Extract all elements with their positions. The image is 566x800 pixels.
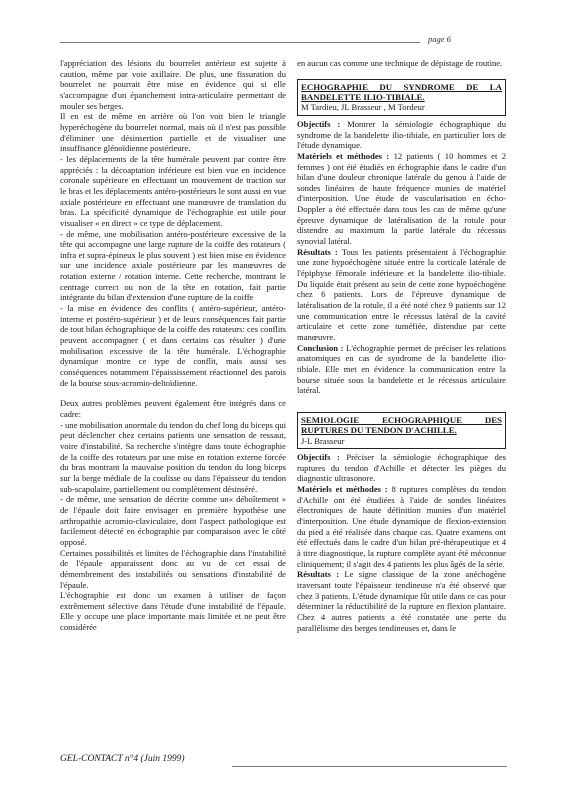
article-title-box: [297, 412, 506, 449]
section-text: 8 ruptures complètes du tendon d'Achille ont été étudiées à l'aide de sondes linéaires électroniques de haute définition munies d'un matériel d'interposition. Une étude dynamique de flexion-extension du pied a été réalisée dans chaque cas. Quatre examens ont été effectués dans le cadre d'un bilan pré-thérapeutique et 4 à titre diagnostique, la rupture complète ayant été méconnue cliniquement; il s'agit des 4 patients les plus âgés de la série.: [297, 484, 506, 569]
section-label: Matériels et méthodes :: [297, 150, 390, 161]
paragraph: en aucun cas comme une technique de dépistage de routine.: [297, 58, 503, 68]
section-text: Préciser la sémiologie échographique des ruptures du tendon d'Achille et détecter les pièges du diagnostic ultrasonore.: [297, 452, 506, 484]
section-text: Montrer la sémiologie échographique du syndrome de la bandelette ilio-tibiale, en particulier lors de l'étude dynamique.: [297, 118, 506, 151]
paragraph: Deux autres problèmes peuvent également être intégrés dans ce cadre:: [60, 398, 286, 419]
section-methods: [297, 151, 506, 247]
section-objectives: [297, 452, 506, 484]
paragraph: - la mise en évidence des conflits ( antéro-supérieur, antéro-interne et postéro-supérieur ) et de leurs conséquences fait partie de tout bilan échographique de la coiffe des rotateurs: ces conflits peuvent accompagner ( et dans certains cas résulter ) d'une mobilisation excessive de la tête humérale. L'échographie dynamique montre ce type de conflit, mais aussi ses conséquences notamment l'épaississement réactionnel des parois de la bourse sous-acromio-deltoïdienne.: [60, 303, 286, 388]
paragraph: l'appréciation des lésions du bourrelet antérieur est sujette à caution, même par voie axillaire. De plus, une fissuration du bourrelet ne pourrait être mise en évidence qui si elle s'accompagne d'un épanchement intra-articulaire permettant de mouler ses berges.: [60, 58, 286, 111]
footer-rule: [232, 766, 507, 767]
section-objectives: [297, 119, 506, 151]
section-label: Résultats :: [297, 246, 338, 257]
section-conclusion: [297, 343, 506, 396]
section-text: 12 patients ( 10 hommes et 2 femmes ) ont été étudiés en échographie dans le cadre d'un bilan d'une douleur chronique latérale du genou à l'aide de sondes linéaires de haute fréquence munies de matériel d'interposition. Une étude de vascularisation en écho-Doppler a été effectuée dans tous les cas de même qu'une épreuve dynamique de latéralisation de la rotule pour distendre au maximum la partie latérale du récessus synovial latéral.: [297, 150, 506, 247]
section-text: L'échographie permet de préciser les relations anatomiques en cas de syndrome de la bandelette ilio-tibiale. Elle met en évidence la communication entre la bourse située sous la bandelette et le récessus articulaire latéral.: [297, 342, 506, 396]
article-title: SEMIOLOGIE ECHOGRAPHIQUE DES RUPTURES DU TENDON D'ACHILLE.: [301, 414, 502, 436]
article-title-box: [297, 79, 506, 116]
paragraph: - de même, une sensation de décrite comme un« déboîtement » de l'épaule doit faire envisager en première hypothèse une arthropathie acromio-claviculaire, dont l'aspect pathologique est facilement détecté en échographie par comparaison avec le côté opposé.: [60, 494, 286, 547]
paragraph: - une mobilisation anormale du tendon du chef long du biceps qui peut déclencher chez certains patients une sensation de ressaut, voire d'instabilité. Sa recherche s'intègre dans toute échographie de la coiffe des rotateurs par une mise en rotation externe forcée du bras montrant la mauvaise position du tendon du long biceps sur la berge médiale de la coulisse ou dans l'épaisseur du tendon sub-scapulaire, partiellement ou complètement désinséré.: [60, 419, 287, 494]
paragraph: Il en est de même en arrière où l'on voit bien le triangle hyperéchogène du bourrelet normal, mais où il n'est pas possible d'éliminer une désinsertion partielle et de visualiser une insuffisance glénoïdienne postérieure.: [60, 111, 286, 154]
article-authors: M Tardieu, JL Brasseur , M Tordeur: [301, 102, 425, 113]
section-results: [297, 569, 506, 633]
section-methods: [297, 484, 506, 569]
section-label: Conclusion :: [297, 342, 344, 353]
paragraph: - de même, une mobilisation antéro-postérieure excessive de la tête qui accompagne une large rupture de la coiffe des rotateurs ( infra et supra-épineux le plus souvent ) est bien mise en évidence sur une incidence axiale postérieure par les manœuvres de rotation externe / rotation interne. Cette recherche, montrant le centrage correct ou non de la tête en rotation, fait partie intégrante du bilan d'extension d'une rupture de la coiffe: [60, 228, 286, 303]
section-label: Matériels et méthodes :: [297, 484, 388, 495]
paragraph: - les déplacements de la tête humérale peuvent par contre être appréciés : la décoaptation inférieure est bien vue en incidence coronale supérieure en effectuant un mouvement de traction sur le bras et les déplacements antéro-postérieurs le sont aussi en vue axiale postérieure en effectuant une manœuvre de translation du bras. La spécificité dynamique de l'échographie est utile pour visualiser « en direct » ce type de déplacement.: [60, 153, 286, 228]
header-rule: [60, 42, 420, 43]
section-text: Le signe classique de la zone anéchogène traversant toute l'épaisseur tendineuse n'a été observé que chez 3 patients. L'étude dynamique fût utile dans ce cas pour déterminer la réductibilité de la rupture en flexion plantaire. Chez 4 autres patients a été constatée une perte du parallélisme des berges tendineuses et, dans le: [297, 569, 506, 633]
page-number: page 6: [428, 34, 451, 44]
article-authors: J-L Brasseur: [301, 435, 345, 446]
paragraph: L'échographie est donc un examen à utiliser de façon extrêmement sélective dans l'étude d'une instabilité de l'épaule. Elle y occupe une place importante mais limitée et ne peut être considérée: [60, 590, 286, 633]
section-label: Objectifs :: [297, 452, 340, 463]
paragraph: Certaines possibilités et limites de l'échographie dans l'instabilité de l'épaule apparaissent donc au vu de cet essai de démembrement des instabilités ou sensations d'instabilité de l'épaule.: [60, 547, 286, 590]
section-results: [297, 247, 506, 343]
section-text: Tous les patients présentaient à l'échographie une zone hypoéchogène située entre la corticale latérale de l'épiphyse fémorale inférieure et la bandelette ilio-tibiale. Du liquide était présent au sein de cette zone hypoéchogène chez 6 patients. Lors de l'épreuve dynamique de latéralisation de la rotule, il a été noté chez 9 patients sur 12 une communication entre le récessus latéral de la cavité articulaire et cette zone tuméfiée, distendue par cette manœuvre.: [297, 246, 506, 342]
right-column: [297, 58, 506, 633]
section-label: Résultats :: [297, 569, 340, 580]
journal-footer: GEL-CONTACT n°4 (Juin 1999): [60, 754, 185, 764]
article-title: ECHOGRAPHIE DU SYNDROME DE LA BANDELETTE ILIO-TIBIALE.: [301, 81, 502, 103]
section-label: Objectifs :: [297, 118, 341, 129]
left-column: [60, 58, 286, 633]
paragraph-gap: [60, 388, 286, 398]
